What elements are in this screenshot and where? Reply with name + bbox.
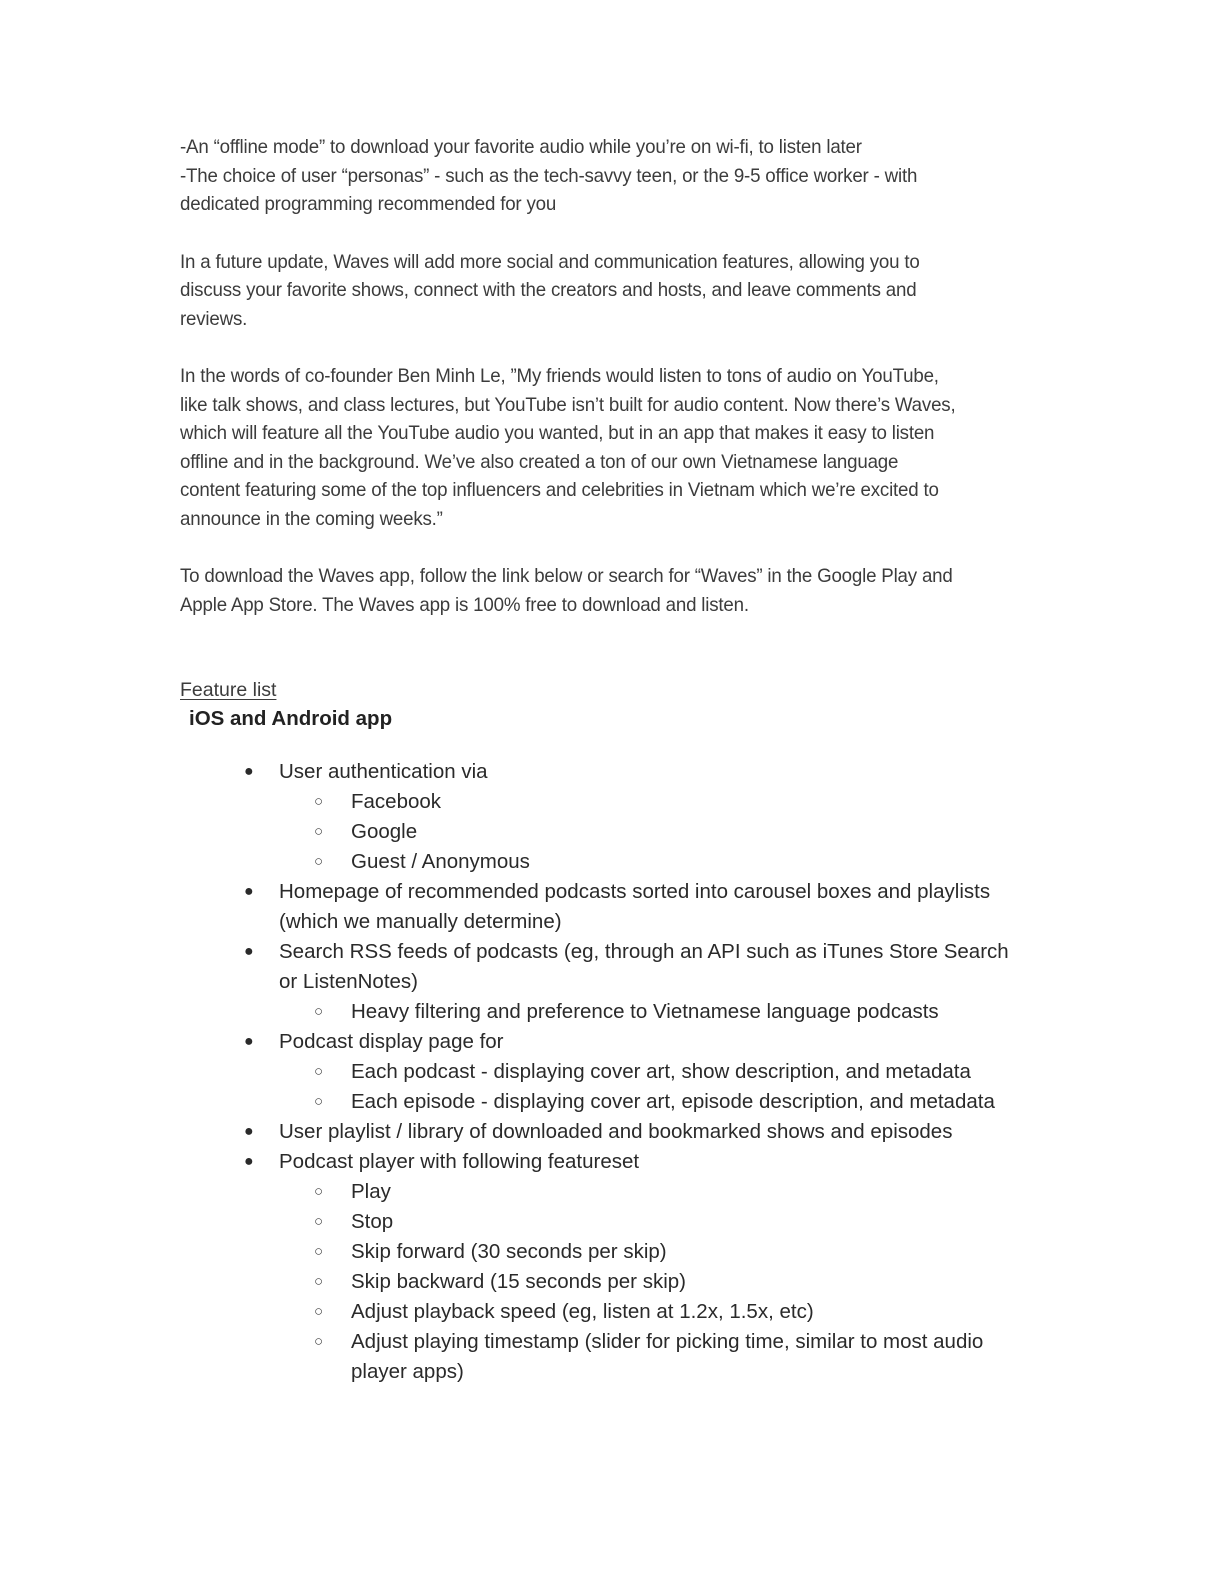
list-item-text: player apps) [351,1360,464,1383]
text-line: In the words of co-founder Ben Minh Le, ”My friends would listen to tons of audio on YouTube, [180,365,939,387]
hollow-bullet-icon: ○ [314,823,324,840]
list-item-text: Stop [351,1210,394,1233]
list-item-text: Homepage of recommended podcasts sorted into carousel boxes and playlists [279,880,991,903]
filled-bullet-icon: ● [244,1033,254,1050]
list-item-continuation [180,907,1080,937]
list-item-continuation [180,1357,1080,1387]
hollow-bullet-icon: ○ [314,1003,324,1020]
future-update-paragraph [180,248,1080,334]
list-item-text: (which we manually determine) [279,910,562,933]
hollow-bullet-icon: ○ [314,1213,324,1230]
list-item [180,1027,1080,1057]
sub-list-item [180,1297,1080,1327]
list-item-text: Google [351,820,418,843]
list-item [180,937,1080,967]
hollow-bullet-icon: ○ [314,1333,324,1350]
sub-list-item [180,1207,1080,1237]
document-page [180,133,1080,1387]
list-item-text: User playlist / library of downloaded and bookmarked shows and episodes [279,1120,953,1143]
text-line: Apple App Store. The Waves app is 100% free to download and listen. [180,593,749,616]
sub-list-item [180,817,1080,847]
filled-bullet-icon: ● [244,883,254,900]
filled-bullet-icon: ● [244,763,254,780]
list-item-text: Each episode - displaying cover art, episode description, and metadata [351,1090,995,1113]
sub-list-item [180,1237,1080,1267]
hollow-bullet-icon: ○ [314,853,324,870]
feature-list [180,757,1080,1387]
sub-list-item [180,1327,1080,1357]
filled-bullet-icon: ● [244,943,254,960]
list-item-text: Facebook [351,790,442,813]
filled-bullet-icon: ● [244,1123,254,1140]
list-item-text: User authentication via [279,760,488,783]
list-item-text: Guest / Anonymous [351,850,530,873]
text-line: In a future update, Waves will add more social and communication features, allowing you to [180,250,920,273]
hollow-bullet-icon: ○ [314,1183,324,1200]
text-line: reviews. [180,307,248,330]
list-item-text: Adjust playing timestamp (slider for picking time, similar to most audio [351,1330,984,1353]
quote-paragraph [180,362,1080,533]
sub-list-item [180,847,1080,877]
list-item-text: Skip forward (30 seconds per skip) [351,1240,667,1263]
list-item-text: Search RSS feeds of podcasts (eg, through an API such as iTunes Store Search [279,940,1009,963]
sub-list-item [180,1057,1080,1087]
sub-list-item [180,1267,1080,1297]
list-item-text: Adjust playback speed (eg, listen at 1.2x, 1.5x, etc) [351,1300,814,1323]
sub-list-item [180,997,1080,1027]
feature-list-title: Feature list [180,679,277,701]
list-item-text: Each podcast - displaying cover art, show description, and metadata [351,1060,971,1083]
intro-paragraph [180,133,1080,219]
text-line: -An “offline mode” to download your favorite audio while you’re on wi-fi, to listen later [180,136,862,158]
list-item-text: Skip backward (15 seconds per skip) [351,1270,686,1293]
text-line: To download the Waves app, follow the link below or search for “Waves” in the Google Play and [180,565,953,587]
text-line: -The choice of user “personas” - such as the tech-savvy teen, or the 9-5 office worker - with [180,164,918,187]
text-line: content featuring some of the top influencers and celebrities in Vietnam which we’re excited to [180,479,939,501]
app-heading: iOS and Android app [189,707,393,730]
sub-list-item [180,1177,1080,1207]
text-line: discuss your favorite shows, connect with the creators and hosts, and leave comments and [180,279,917,301]
filled-bullet-icon: ● [244,1153,254,1170]
hollow-bullet-icon: ○ [314,1063,324,1080]
text-line: announce in the coming weeks.” [180,507,443,530]
hollow-bullet-icon: ○ [314,1243,324,1260]
download-paragraph [180,562,1080,619]
hollow-bullet-icon: ○ [314,1093,324,1110]
list-item [180,1117,1080,1147]
list-item [180,1147,1080,1177]
list-item-text: or ListenNotes) [279,970,419,993]
hollow-bullet-icon: ○ [314,793,324,810]
list-item-text: Podcast display page for [279,1030,504,1053]
text-line: dedicated programming recommended for you [180,193,557,215]
text-line: which will feature all the YouTube audio you wanted, but in an app that makes it easy to listen [180,422,935,444]
list-item-continuation [180,967,1080,997]
text-line: offline and in the background. We’ve also created a ton of our own Vietnamese language [180,450,899,473]
list-item-text: Heavy filtering and preference to Vietnamese language podcasts [351,1000,939,1023]
text-line: like talk shows, and class lectures, but YouTube isn’t built for audio content. Now there’s Waves, [180,393,956,416]
list-item-text: Play [351,1180,391,1203]
list-item-text: Podcast player with following featureset [279,1150,640,1173]
sub-list-item [180,787,1080,817]
sub-list-item [180,1087,1080,1117]
hollow-bullet-icon: ○ [314,1273,324,1290]
list-item [180,757,1080,787]
list-item [180,877,1080,907]
hollow-bullet-icon: ○ [314,1303,324,1320]
